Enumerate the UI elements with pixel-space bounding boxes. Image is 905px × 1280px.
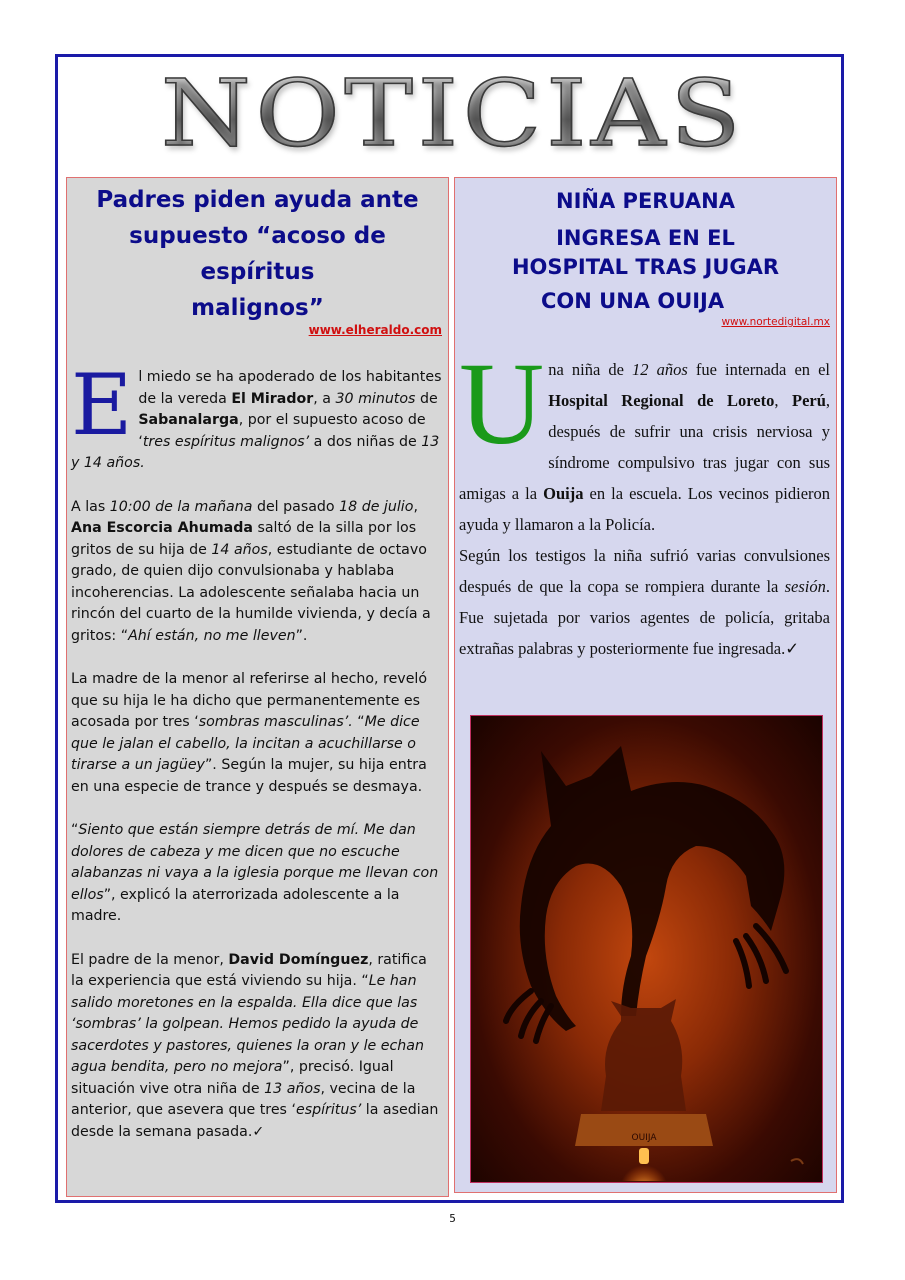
page-number: 5 (449, 1212, 456, 1225)
left-headline: Padres piden ayuda ante supuesto “acoso de espíritus malignos” (96, 187, 419, 321)
paragraph-2: A las 10:00 de la mañana del pasado 18 de julio, Ana Escorcia Ahumada saltó de la silla por los gritos de su hija de 14 años, estudiante de octavo grado, de quien dijo convulsionaba y hablaba incoherencias. La adolescente señalaba hacia un rincón del cuarto de la humilde vivienda, y decía a gritos: “Ahí están, no me lleven”. (71, 498, 431, 644)
dropcap-letter: U (459, 338, 545, 469)
right-article-body (455, 338, 836, 664)
shadow-demon-icon (471, 716, 821, 1181)
paragraph-2: Según los testigos la niña sufrió varias convulsiones después de que la copa se rompiera durante la sesión. Fue sujetada por varios agentes de policía, gritaba extrañas palabras y posteriormente fue ingresada.✓ (459, 546, 830, 658)
checkmark-icon: ✓ (252, 1123, 265, 1140)
paragraph-4: “Siento que están siempre detrás de mí. Me dan dolores de cabeza y me dicen que no escuche alabanzas ni vaya a la iglesia porque me llevan con ellos”, explicó la aterrorizada adolescente a la madre. (71, 822, 439, 924)
paragraph-1: Una niña de 12 años fue internada en el Hospital Regional de Loreto, Perú, después de sufrir una crisis nerviosa y síndrome compulsivo tras jugar con sus amigas a la Ouija en la escuela. Los vecinos pidieron ayuda y llamaron a la Policía. (459, 338, 831, 534)
masthead-title: NOTICIAS (160, 60, 745, 167)
left-article-body (67, 356, 448, 1143)
checkmark-icon: ✓ (785, 639, 800, 658)
masthead (90, 60, 815, 168)
right-headline: NIÑA PERUANA INGRESA EN EL HOSPITAL TRAS JUGAR CON UNA OUIJA (511, 189, 780, 313)
source-link-elheraldo[interactable]: www.elheraldo.com (308, 323, 442, 337)
ouija-demon-illustration (470, 715, 823, 1183)
paragraph-3: La madre de la menor al referirse al hecho, reveló que su hija le ha dicho que permanentemente es acosada por tres ‘sombras masculinas’. “Me dice que le jalan el cabello, la incitan a acuchillarse o tirarse a un jagüey”. Según la mujer, su hija entra en una especie de trance y después se desmaya. (71, 671, 428, 795)
source-link-nortedigital[interactable]: www.nortedigital.mx (721, 316, 830, 328)
paragraph-1: El miedo se ha apoderado de los habitantes de la vereda El Mirador, a 30 minutos de Sabanalarga, por el supuesto acoso de ‘tres espíritus malignos’ a dos niñas de 13 y 14 años. (71, 356, 442, 471)
paragraph-5: El padre de la menor, David Domínguez, ratifica la experiencia que está viviendo su hija. “Le han salido moretones en la espalda. Ella dice que las ‘sombras’ la golpean. Hemos pedido la ayuda de sacerdotes y pastores, quienes la oran y le echan agua bendita, pero no mejora”, precisó. Igual situación vive otra niña de 13 años, vecina de la anterior, que asevera que tres ‘espíritus’ la asedian desde la semana pasada.✓ (71, 951, 439, 1140)
left-article (66, 177, 449, 1197)
dropcap-letter: E (71, 356, 133, 454)
